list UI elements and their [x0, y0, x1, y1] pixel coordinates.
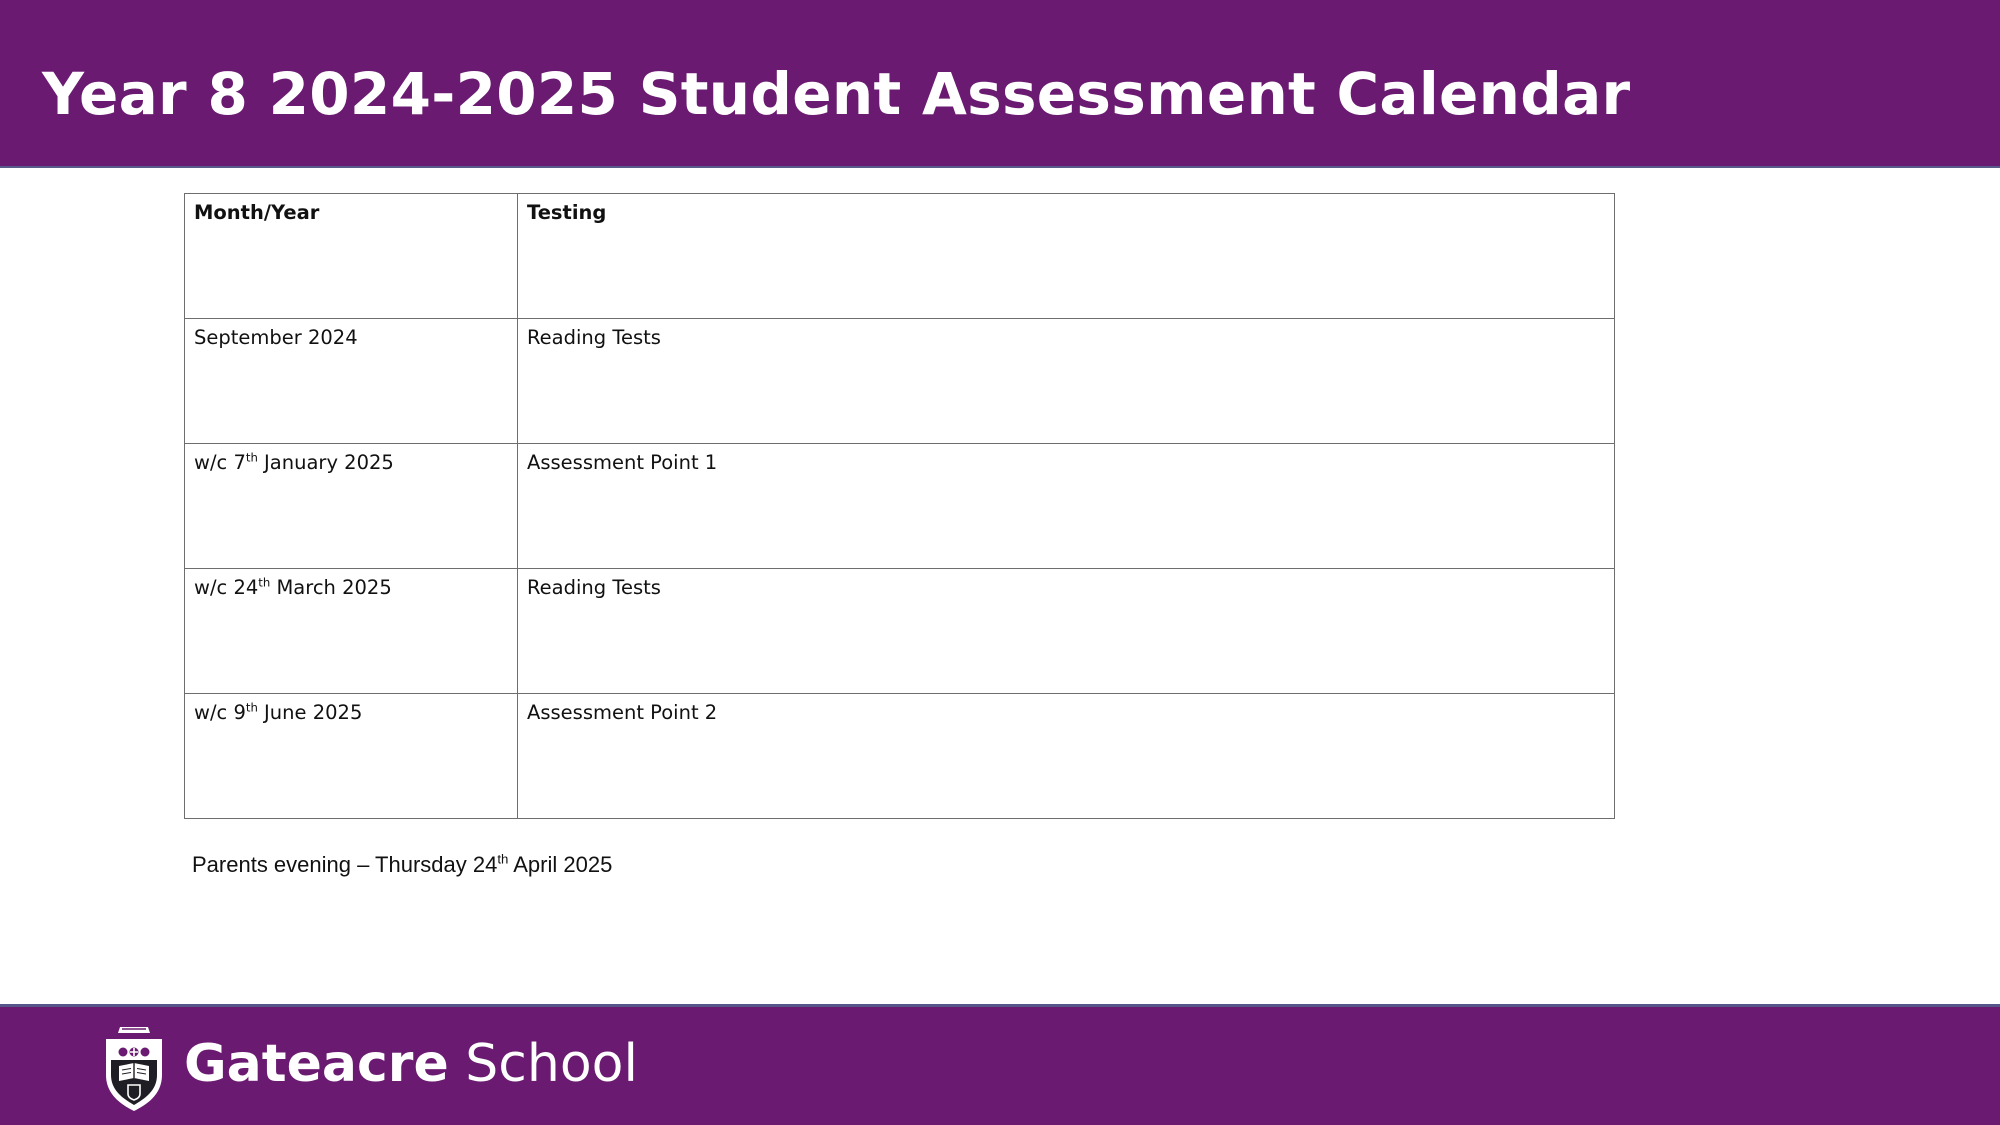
- parents-evening-note: Parents evening – Thursday 24th April 2025: [192, 851, 613, 877]
- brand-name: Gateacre School: [184, 1034, 638, 1094]
- table-row: [185, 319, 1615, 444]
- table-row: [185, 444, 1615, 569]
- assessment-calendar-table: [184, 193, 1615, 819]
- testing-cell: Reading Tests: [518, 319, 1615, 444]
- school-crest-icon: [100, 1021, 168, 1113]
- page-title: Year 8 2024-2025 Student Assessment Calendar: [42, 60, 1631, 128]
- table-row: [185, 694, 1615, 819]
- table-header-row: [185, 194, 1615, 319]
- testing-cell: Assessment Point 1: [518, 444, 1615, 569]
- table-row: [185, 569, 1615, 694]
- footer-band: [0, 1004, 2000, 1125]
- date-cell: September 2024: [185, 319, 518, 444]
- header-band: [0, 0, 2000, 168]
- column-header-testing: Testing: [518, 194, 1615, 319]
- column-header-month-year: Month/Year: [185, 194, 518, 319]
- testing-cell: Assessment Point 2: [518, 694, 1615, 819]
- date-cell: w/c 24th March 2025: [185, 569, 518, 694]
- date-cell: w/c 7th January 2025: [185, 444, 518, 569]
- date-cell: w/c 9th June 2025: [185, 694, 518, 819]
- testing-cell: Reading Tests: [518, 569, 1615, 694]
